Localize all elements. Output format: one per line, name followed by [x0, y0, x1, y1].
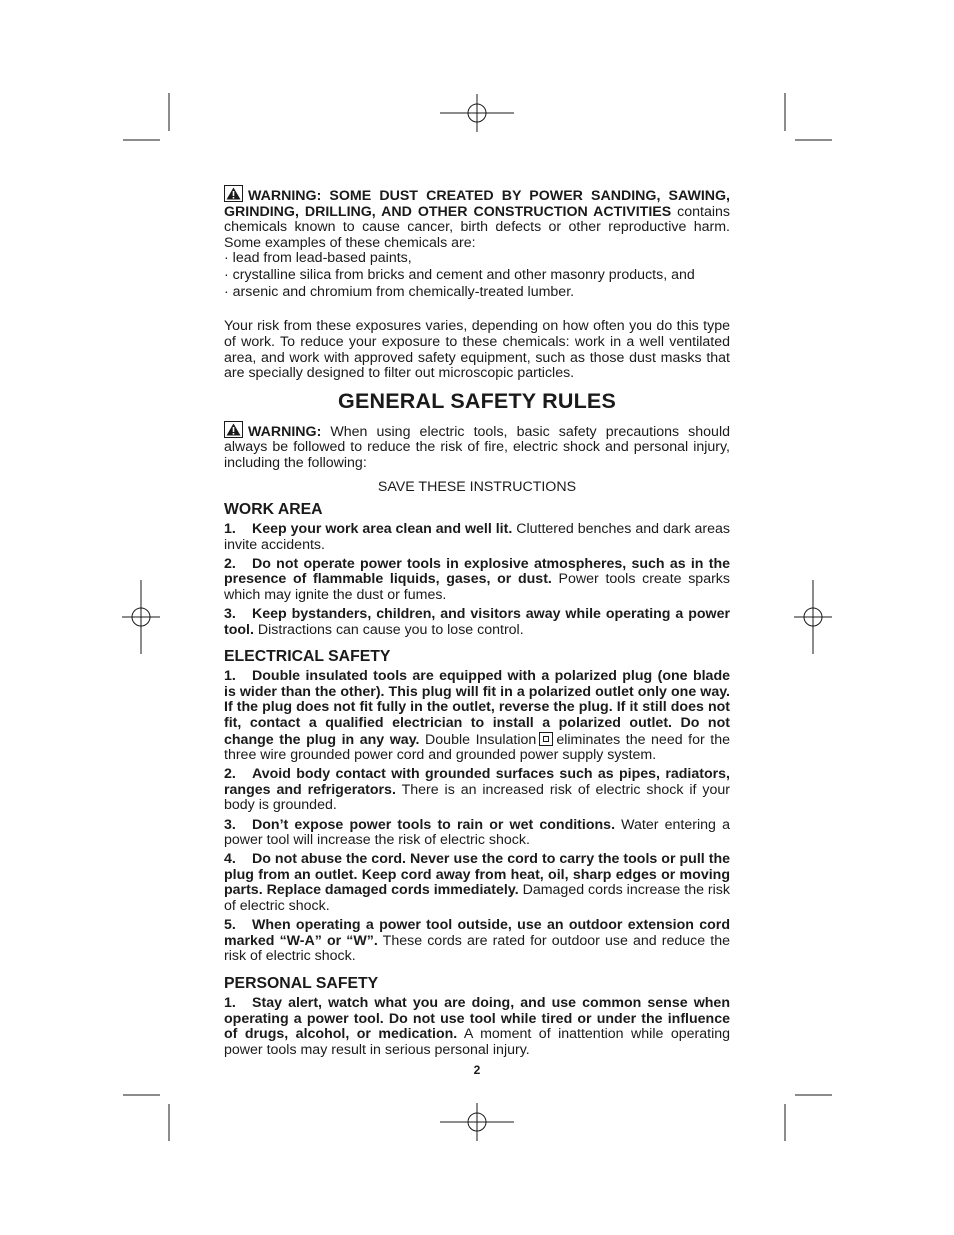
list-item: 1. Keep your work area clean and well lit. Cluttered benches and dark areas invite accidents. [224, 521, 730, 553]
dust-warning [224, 185, 730, 251]
warning-triangle-icon [224, 185, 243, 202]
general-warning-label: WARNING: [248, 423, 322, 440]
save-instructions: SAVE THESE INSTRUCTIONS [377, 479, 577, 496]
warning-triangle-icon [224, 421, 243, 438]
general-warning-body: When using electric tools, basic safety precautions should always be followed to reduce the risk of fire, electric shock and personal injury, including the following: [224, 423, 730, 471]
general-warning [224, 421, 730, 472]
risk-paragraph: Your risk from these exposures varies, depending on how often you do this type of work. To reduce your exposure to these chemicals: work in a well ventilated area, and work with approved safety equipment, such as those dust masks that are specially designed to filter out microscopic particles. [224, 318, 730, 382]
page-title: GENERAL SAFETY RULES [338, 388, 616, 413]
list-item: 3. Don’t expose power tools to rain or wet conditions. Water entering a power tool will increase the risk of electric shock. [224, 816, 730, 849]
personal-safety-heading: PERSONAL SAFETY [224, 974, 379, 992]
list-item: 5. When operating a power tool outside, use an outdoor extension cord marked “W-A” or “W”. These cords are rated for outdoor use and reduce the risk of electric shock. [224, 917, 730, 965]
list-item: · arsenic and chromium from chemically-treated lumber. [224, 284, 575, 301]
list-item: 2. Avoid body contact with grounded surfaces such as pipes, radiators, ranges and refrigerators. There is an increased risk of electric shock if your body is grounded. [224, 766, 731, 814]
page-number: 2 [473, 1063, 481, 1077]
dust-warning-heading: WARNING: SOME DUST CREATED BY POWER SANDING, SAWING, GRINDING, DRILLING, AND OTHER CONSTRUCTION ACTIVITIES [224, 188, 730, 220]
chemical-list [224, 251, 730, 301]
list-item: 3. Keep bystanders, children, and visitors away while operating a power tool. Distractions can cause you to lose control. [224, 606, 730, 638]
double-insulation-icon [539, 732, 553, 746]
page-content [224, 185, 730, 1062]
list-item: · lead from lead-based paints, [224, 250, 412, 267]
electrical-safety-heading: ELECTRICAL SAFETY [224, 648, 391, 666]
dust-warning-body: contains chemicals known to cause cancer, birth defects or other reproductive harm. Some examples of these chemicals are: [224, 203, 730, 251]
list-item: 4. Do not abuse the cord. Never use the cord to carry the tools or pull the plug from an outlet. Keep cord away from heat, oil, sharp edges or moving parts. Replace damaged cords immediately. Damaged cords increase the risk of electric shock. [224, 851, 730, 915]
work-area-heading: WORK AREA [224, 501, 323, 519]
list-item: 1. Double insulated tools are equipped with a polarized plug (one blade is wider than the other). This plug will fit in a polarized outlet only one way. If the plug does not fit fully in the outlet, reverse the plug. If it still does not fit, contact a qualified electrician to install a polarized outlet. Do not change the plug in any way. Double Insulation eliminates the need for the three wire grounded power cord and grounded power supply system. [224, 668, 731, 764]
list-item: · crystalline silica from bricks and cement and other masonry products, and [224, 267, 695, 284]
list-item: 2. Do not operate power tools in explosive atmospheres, such as in the presence of flammable liquids, gases, or dust. Power tools create sparks which may ignite the dust or fumes. [224, 555, 730, 603]
list-item: 1. Stay alert, watch what you are doing, and use common sense when operating a power tool. Do not use tool while tired or under the influence of drugs, alcohol, or medication. A moment of inattention while operating power tools may result in serious personal injury. [224, 994, 731, 1058]
